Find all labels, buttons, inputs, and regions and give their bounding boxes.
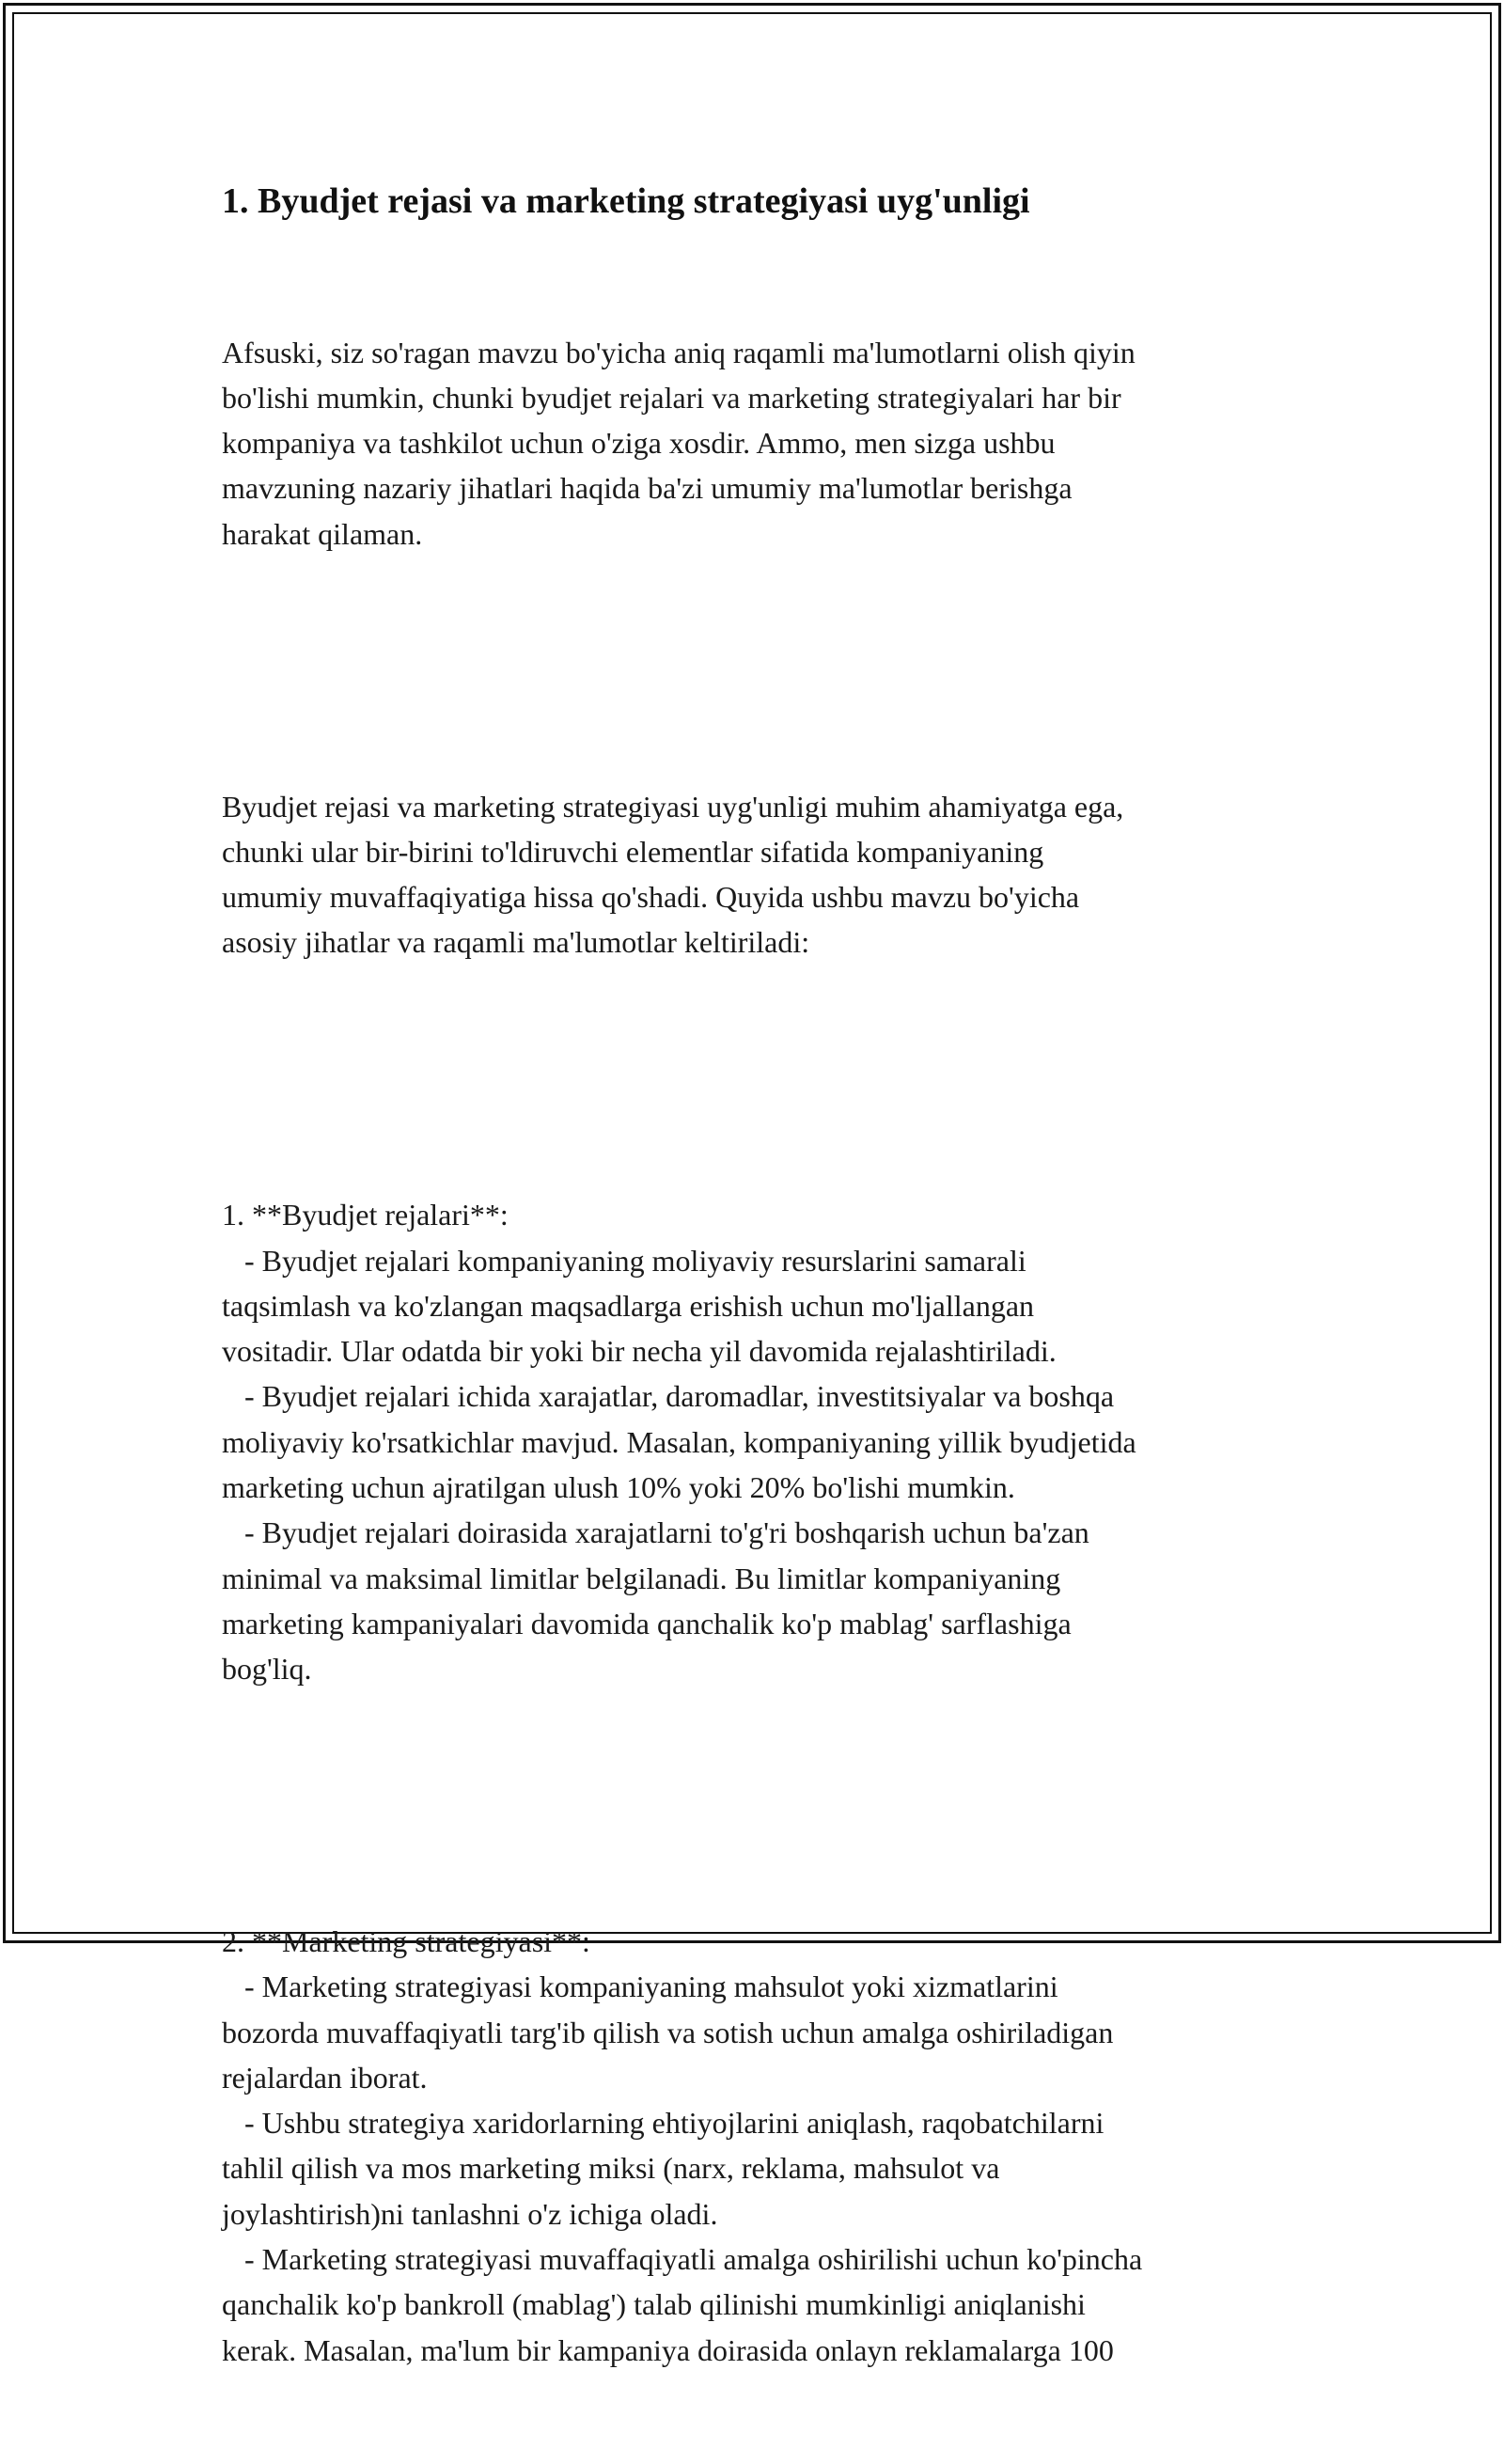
paragraph-spacer <box>222 648 1284 693</box>
intro-paragraph: Afsuski, siz so'ragan mavzu bo'yicha aniq raqamli ma'lumotlarni olish qiyin bo'lishi mumkin, chunki byudjet rejalari va marketing strategiyalari har bir kompaniya va tashkilot uchun o'ziga xosdir. Ammo, men sizga ushbu mavzuning nazariy jihatlari haqida ba'zi umumiy ma'lumotlar berishga harakat qilaman. <box>222 335 1136 551</box>
paragraph-spacer <box>222 1056 1284 1101</box>
overview-paragraph: Byudjet rejasi va marketing strategiyasi uyg'unligi muhim ahamiyatga ega, chunki ular bir-birini to'ldiruvchi elementlar sifatida kompaniyaning umumiy muvaffaqiyatiga hissa qo'shadi. Quyida ushbu mavzu bo'yicha asosiy jihatlar va raqamli ma'lumotlar keltiriladi: <box>222 789 1124 960</box>
document-text <box>222 239 1284 2464</box>
document-body <box>222 179 1284 2464</box>
marketing-strategy-section: 2. **Marketing strategiyasi**: - Marketing strategiyasi kompaniyaning mahsulot yoki xizmatlarini bozorda muvaffaqiyatli targ'ib qilish va sotish uchun amalga oshiriladigan rejalardan iborat. - Ushbu strategiya xaridorlarning ehtiyojlarini aniqlash, raqobatchilarni tahlil qilish va mos marketing miksi (narx, reklama, mahsulot va joylashtirish)ni tanlashni o'z ichiga oladi. - Marketing strategiyasi muvaffaqiyatli amalga oshirilishi uchun ko'pincha qanchalik ko'p bankroll (mablag') talab qilinishi mumkinligi aniqlanishi kerak. Masalan, ma'lum bir kampaniya doirasida onlayn reklamalarga 100 <box>222 1923 1143 2367</box>
document-title: 1. Byudjet rejasi va marketing strategiyasi uyg'unligi <box>222 181 1030 221</box>
paragraph-spacer <box>222 1782 1284 1828</box>
budget-plans-section: 1. **Byudjet rejalari**: - Byudjet rejalari kompaniyaning moliyaviy resurslarini samarali taqsimlash va ko'zlangan maqsadlarga erishish uchun mo'ljallangan vositadir. Ular odatda bir yoki bir necha yil davomida rejalashtiriladi. - Byudjet rejalari ichida xarajatlar, daromadlar, investitsiyalar va boshqa moliyaviy ko'rsatkichlar mavjud. Masalan, kompaniyaning yillik byudjetida marketing uchun ajratilgan ulush 10% yoki 20% bo'lishi mumkin. - Byudjet rejalari doirasida xarajatlarni to'g'ri boshqarish uchun ba'zan minimal va maksimal limitlar belgilanadi. Bu limitlar kompaniyaning marketing kampaniyalari davomida qanchalik ko'p mablag' sarflashiga bog'liq. <box>222 1198 1136 1687</box>
